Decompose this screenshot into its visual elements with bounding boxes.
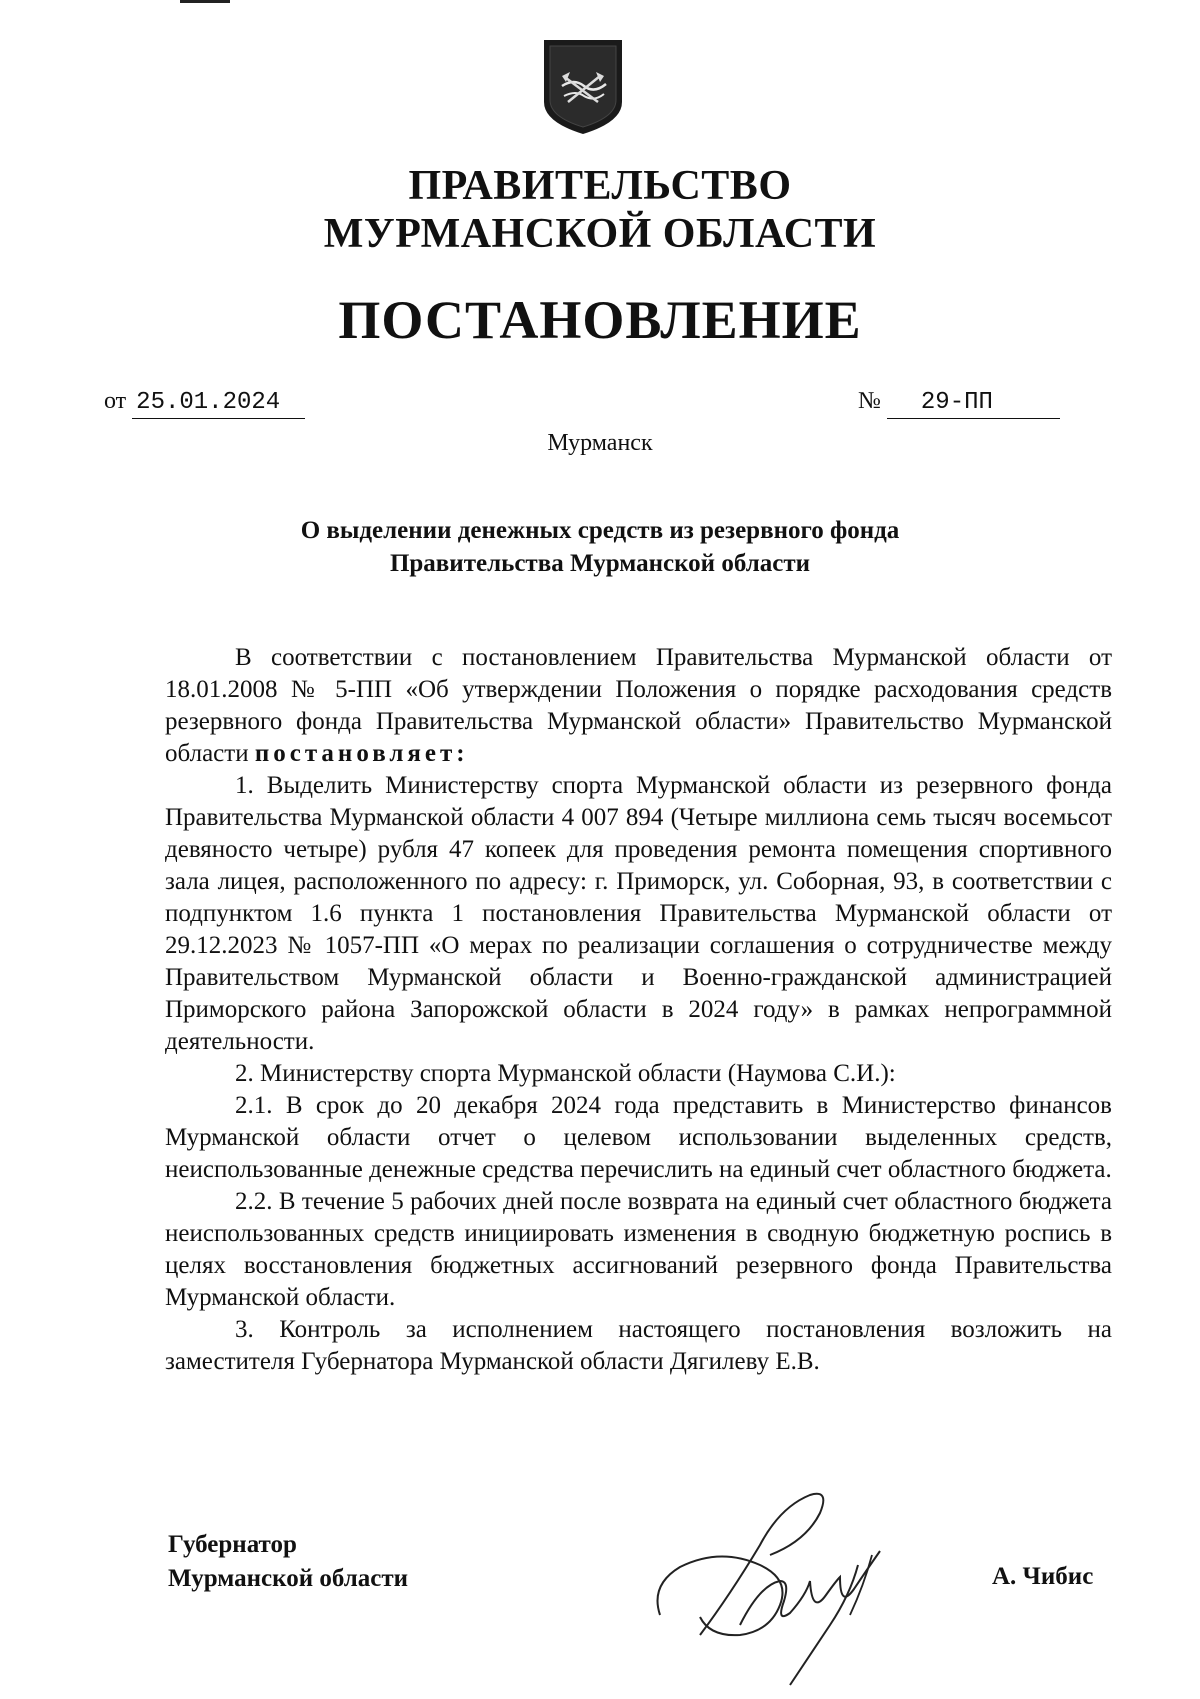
organization-title <box>0 162 1200 258</box>
document-type: ПОСТАНОВЛЕНИЕ <box>338 290 862 350</box>
subject-line-1: О выделении денежных средств из резервного фонда <box>300 517 900 544</box>
number-row <box>858 386 1060 419</box>
document-body <box>165 642 1112 1378</box>
org-line-1: ПРАВИТЕЛЬСТВО <box>408 163 792 209</box>
signature-icon <box>640 1485 940 1699</box>
date-field <box>132 386 305 419</box>
subject-line-2: Правительства Мурманской области <box>389 550 811 577</box>
paragraph-2-1: 2.1. В срок до 20 декабря 2024 года представить в Министерство финансов Мурманской области отчет о целевом использовании выделенных средств, неиспользованные денежные средства перечислить на единый счет областного бюджета. <box>165 1092 1112 1183</box>
date-prefix: от <box>104 388 127 414</box>
paragraph-2: 2. Министерству спорта Мурманской области (Наумова С.И.): <box>235 1060 896 1087</box>
position-line-2: Мурманской области <box>168 1565 409 1592</box>
date-value: 25.01.2024 <box>136 389 281 416</box>
coat-of-arms-icon <box>540 36 626 136</box>
paragraph-2-2: 2.2. В течение 5 рабочих дней после возврата на единый счет областного бюджета неиспользованных средств инициировать изменения в сводную бюджетную роспись в целях восстановления бюджетных ассигнований резервного фонда Правительства Мурманской области. <box>165 1188 1112 1311</box>
number-field <box>887 386 1060 419</box>
intro-paragraph <box>165 642 1112 770</box>
city: Мурманск <box>547 430 653 456</box>
org-line-2: МУРМАНСКОЙ ОБЛАСТИ <box>323 211 877 257</box>
number-value: 29-ПП <box>920 389 993 416</box>
position-line-1: Губернатор <box>168 1531 297 1558</box>
signatory-position <box>168 1528 408 1596</box>
decree-word: постановляет: <box>254 740 469 767</box>
intro-text: В соответствии с постановлением Правительства Мурманской области от 18.01.2008 № 5-ПП «Об утверждении Положения о порядке расходования средств резервного фонда Правительства Мурманской области» Правительство Мурманской области <box>165 644 1112 767</box>
signatory-name: А. Чибис <box>992 1563 1094 1590</box>
scan-top-mark <box>180 0 230 3</box>
document-subject <box>0 514 1200 580</box>
paragraph-3: 3. Контроль за исполнением настоящего постановления возложить на заместителя Губернатора Мурманской области Дягилеву Е.В. <box>165 1316 1112 1375</box>
date-row <box>104 386 305 419</box>
number-prefix: № <box>858 388 881 414</box>
paragraph-1: 1. Выделить Министерству спорта Мурманской области из резервного фонда Правительства Мурманской области 4 007 894 (Четыре миллиона семь тысяч восемьсот девяносто четыре) рубля 47 копеек для проведения ремонта помещения спортивного зала лицея, расположенного по адресу: г. Приморск, ул. Соборная, 93, в соответствии с подпунктом 1.6 пункта 1 постановления Правительства Мурманской области от 29.12.2023 № 1057-ПП «О мерах по реализации соглашения о сотрудничестве между Правительством Мурманской области и Военно-гражданской администрацией Приморского района Запорожской области в 2024 году» в рамках непрограммной деятельности. <box>165 772 1112 1055</box>
